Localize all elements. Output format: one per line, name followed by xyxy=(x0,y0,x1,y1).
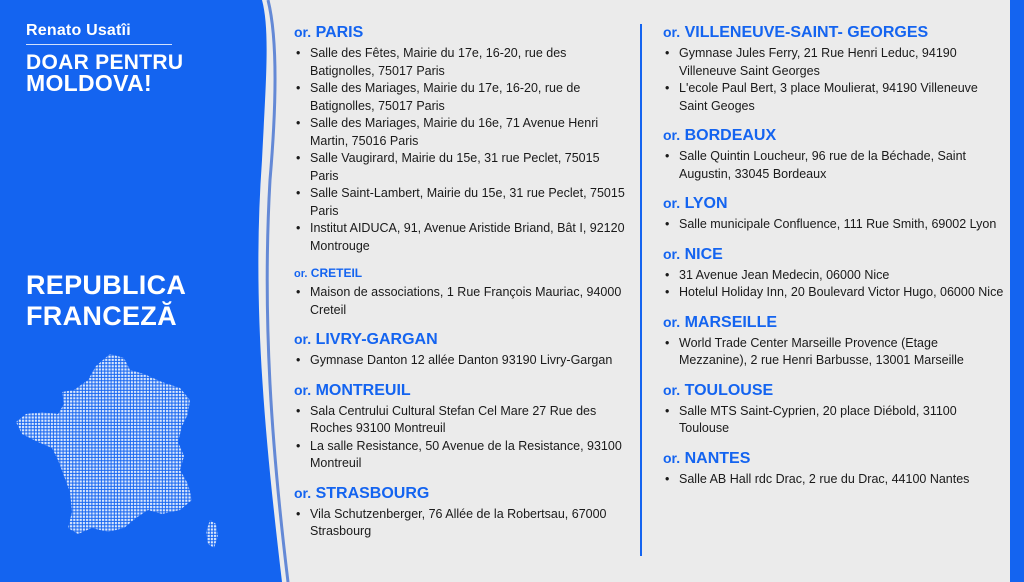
address-list xyxy=(663,267,1008,302)
address-list xyxy=(663,335,1008,370)
city-block-villeneuve-saint-georges xyxy=(663,22,1008,115)
city-name: MONTREUIL xyxy=(315,381,411,399)
address-item: • Salle AB Hall rdc Drac, 2 rue du Drac, 44100 Nantes xyxy=(663,471,1008,489)
address-list xyxy=(663,148,1008,183)
city-heading xyxy=(294,380,629,401)
address-item: • Gymnase Jules Ferry, 21 Rue Henri Leduc, 94190 Villeneuve Saint Georges xyxy=(663,45,1008,80)
city-block-nantes xyxy=(663,448,1008,489)
city-prefix: or. xyxy=(663,245,681,262)
city-block-toulouse xyxy=(663,380,1008,438)
address-item: • 31 Avenue Jean Medecin, 06000 Nice xyxy=(663,267,1008,285)
address-item: • Salle municipale Confluence, 111 Rue Smith, 69002 Lyon xyxy=(663,216,1008,234)
city-heading xyxy=(294,329,629,350)
address-item: • Maison de associations, 1 Rue François Mauriac, 94000 Creteil xyxy=(294,284,629,319)
address-item: • Salle Saint-Lambert, Mairie du 15e, 31 rue Peclet, 75015 Paris xyxy=(294,185,629,220)
city-name: MARSEILLE xyxy=(684,313,778,331)
city-heading xyxy=(663,125,1008,146)
city-prefix: or. xyxy=(294,268,308,280)
city-heading xyxy=(663,312,1008,333)
city-heading xyxy=(663,244,1008,265)
address-item: • Hotelul Holiday Inn, 20 Boulevard Victor Hugo, 06000 Nice xyxy=(663,284,1008,302)
city-name: VILLENEUVE-SAINT- GEORGES xyxy=(684,24,929,41)
address-item: • La salle Resistance, 50 Avenue de la Resistance, 93100 Montreuil xyxy=(294,438,629,473)
city-block-strasbourg xyxy=(294,483,629,541)
city-heading xyxy=(663,448,1008,469)
city-block-bordeaux xyxy=(663,125,1008,183)
city-name: BORDEAUX xyxy=(684,127,777,144)
city-prefix: or. xyxy=(663,195,681,211)
column-divider xyxy=(640,24,642,556)
address-list xyxy=(663,471,1008,489)
country-line-1: REPUBLICA xyxy=(26,270,187,300)
city-block-marseille xyxy=(663,312,1008,370)
address-item: • Salle des Fêtes, Mairie du 17e, 16-20, rue des Batignolles, 75017 Paris xyxy=(294,45,629,80)
slogan-line-1: DOAR PENTRU xyxy=(26,51,184,74)
city-prefix: or. xyxy=(663,313,681,330)
address-list xyxy=(294,403,629,473)
city-name: NICE xyxy=(684,245,723,263)
city-name: CRETEIL xyxy=(310,266,363,280)
address-list xyxy=(663,45,1008,115)
address-item: • Salle Quintin Loucheur, 96 rue de la Béchade, Saint Augustin, 33045 Bordeaux xyxy=(663,148,1008,183)
city-prefix: or. xyxy=(663,24,681,40)
city-name: LYON xyxy=(684,195,728,212)
city-heading xyxy=(294,265,629,282)
address-list xyxy=(294,506,629,541)
city-block-livry-gargan xyxy=(294,329,629,370)
city-block-paris xyxy=(294,22,629,255)
address-item: • Gymnase Danton 12 allée Danton 93190 Livry-Gargan xyxy=(294,352,629,370)
address-list xyxy=(663,403,1008,438)
city-heading xyxy=(294,483,629,504)
address-list xyxy=(663,216,1008,234)
city-heading xyxy=(663,193,1008,214)
city-name: TOULOUSE xyxy=(684,381,774,399)
address-item: • Salle des Mariages, Mairie du 16e, 71 Avenue Henri Martin, 75016 Paris xyxy=(294,115,629,150)
city-block-creteil xyxy=(294,265,629,319)
city-name: LIVRY-GARGAN xyxy=(315,331,438,348)
city-prefix: or. xyxy=(294,331,312,347)
address-item: • L'ecole Paul Bert, 3 place Moulierat, 94190 Villeneuve Saint Geoges xyxy=(663,80,1008,115)
address-list xyxy=(294,284,629,319)
address-list xyxy=(294,45,629,255)
city-name: PARIS xyxy=(315,24,364,41)
address-item: • Salle Vaugirard, Mairie du 15e, 31 rue Peclet, 75015 Paris xyxy=(294,150,629,185)
column-left xyxy=(294,22,629,551)
brand-name: Renato Usatîi xyxy=(26,22,131,39)
city-prefix: or. xyxy=(294,484,312,501)
city-prefix: or. xyxy=(663,381,681,398)
city-heading xyxy=(294,22,629,43)
address-item: • Salle MTS Saint-Cyprien, 20 place Diébold, 31100 Toulouse xyxy=(663,403,1008,438)
city-block-lyon xyxy=(663,193,1008,234)
address-item: • Salle des Mariages, Mairie du 17e, 16-20, rue de Batignolles, 75017 Paris xyxy=(294,80,629,115)
address-item: • Institut AIDUCA, 91, Avenue Aristide Briand, Bât I, 92120 Montrouge xyxy=(294,220,629,255)
city-prefix: or. xyxy=(294,381,312,398)
city-prefix: or. xyxy=(294,24,312,40)
column-right xyxy=(663,22,1008,498)
address-list xyxy=(294,352,629,370)
address-item: • Sala Centrului Cultural Stefan Cel Mare 27 Rue des Roches 93100 Montreuil xyxy=(294,403,629,438)
city-name: STRASBOURG xyxy=(315,484,430,502)
city-heading xyxy=(663,380,1008,401)
address-item: • World Trade Center Marseille Provence (Etage Mezzanine), 2 rue Henri Barbusse, 13001 Marseille xyxy=(663,335,1008,370)
city-heading xyxy=(663,22,1008,43)
country-line-2: FRANCEZĂ xyxy=(26,301,177,331)
city-block-nice xyxy=(663,244,1008,302)
city-prefix: or. xyxy=(663,127,681,143)
city-prefix: or. xyxy=(663,449,681,466)
address-item: • Vila Schutzenberger, 76 Allée de la Robertsau, 67000 Strasbourg xyxy=(294,506,629,541)
slogan-line-2: MOLDOVA! xyxy=(26,70,152,96)
city-block-montreuil xyxy=(294,380,629,473)
city-name: NANTES xyxy=(684,449,751,467)
